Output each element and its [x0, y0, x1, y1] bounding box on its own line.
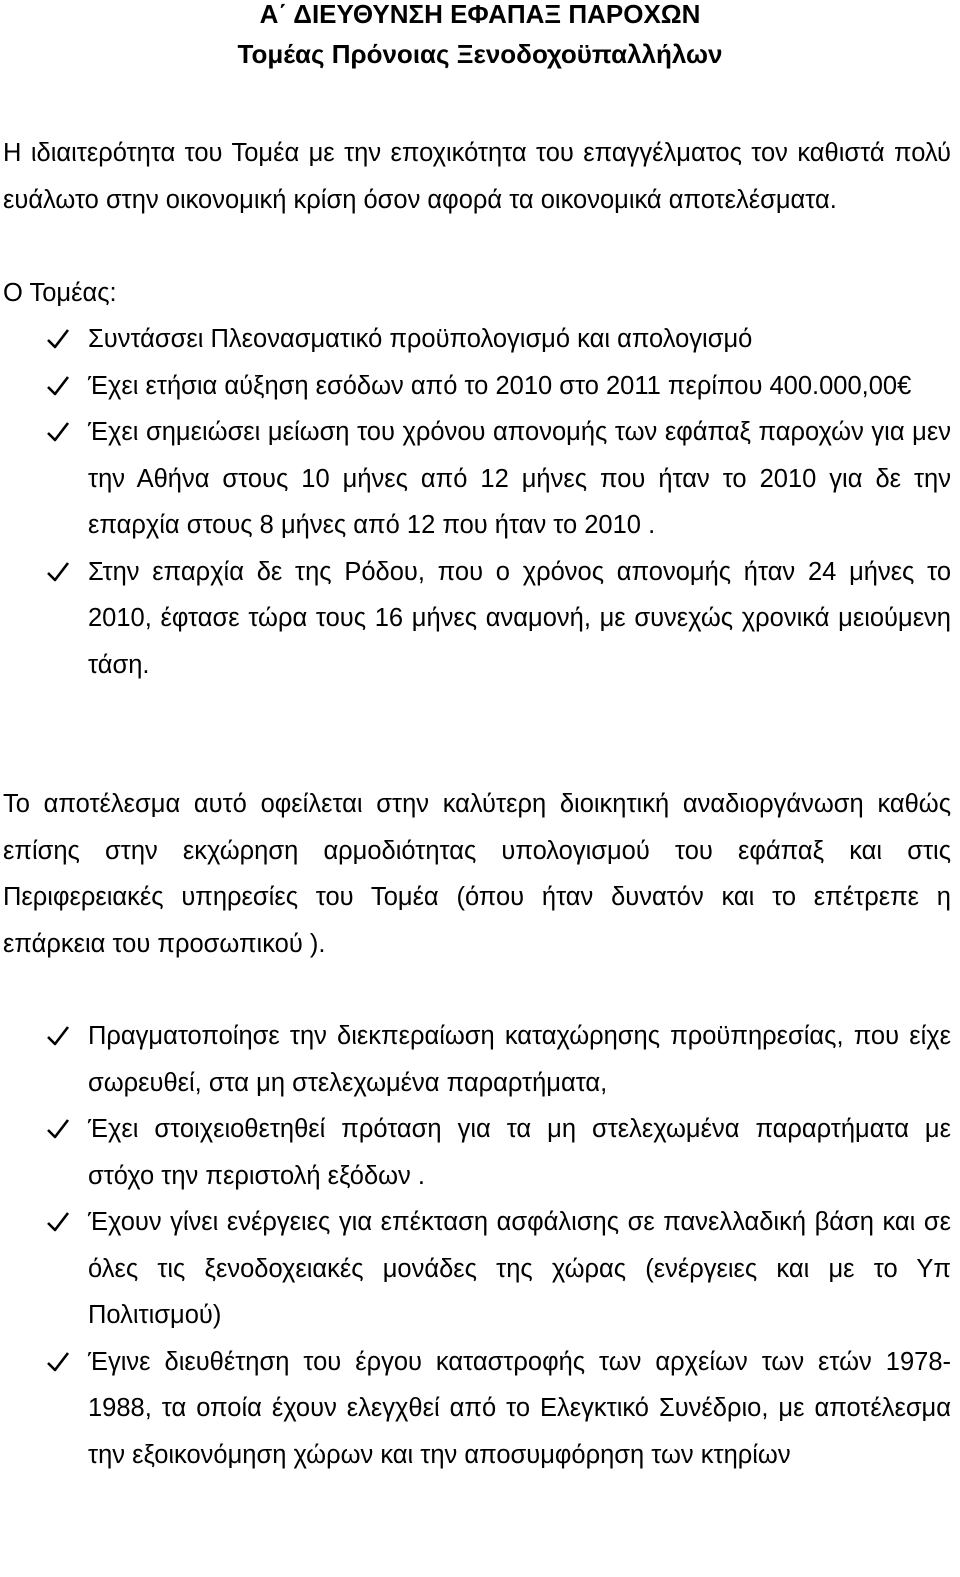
checkmark-icon: [44, 1106, 72, 1152]
checklist-item: [0, 363, 951, 410]
achievements-checklist: [0, 316, 951, 688]
checklist-item-text: Έχουν γίνει ενέργειες για επέκταση ασφάλισης σε πανελλαδική βάση και σε όλες τις ξενοδοχειακές μονάδες της χώρας (ενέργειες και με το Υπ Πολιτισμού): [88, 1208, 951, 1329]
sector-label: Ο Τομέας:: [3, 279, 117, 307]
checkmark-icon: [44, 1199, 72, 1245]
checkmark-icon: [44, 1339, 72, 1385]
checklist-item-text: Έγινε διευθέτηση του έργου καταστροφής των αρχείων των ετών 1978-1988, τα οποία έχουν ελεγχθεί από το Ελεγκτικό Συνέδριο, με αποτέλεσμα την εξοικονόμηση χώρων και την αποσυμφόρηση των κτηρίων: [88, 1347, 951, 1469]
checkmark-icon: [44, 1013, 72, 1059]
explanation-paragraph: Το αποτέλεσμα αυτό οφείλεται στην καλύτερη διοικητική αναδιοργάνωση καθώς επίσης στην εκχώρηση αρμοδιότητας υπολογισμού του εφάπαξ και στις Περιφερειακές υπηρεσίες του Τομέα (όπου ήταν δυνατόν και το επέτρεπε η επάρκεια του προσωπικού ).: [3, 790, 951, 958]
checklist-item: [0, 316, 951, 363]
sector-title: Τομέας Πρόνοιας Ξενοδοχοϋπαλλήλων: [237, 39, 723, 69]
checklist-item: [0, 409, 951, 549]
checklist-item-text: Έχει ετήσια αύξηση εσόδων από το 2010 στο 2011 περίπου 400.000,00€: [88, 371, 912, 400]
checklist-item-text: Έχει σημειώσει μείωση του χρόνου απονομής των εφάπαξ παροχών για μεν την Αθήνα στους 10 μήνες από 12 μήνες που ήταν το 2010 για δε την επαρχία στους 8 μήνες από 12 που ήταν το 2010 .: [88, 418, 951, 539]
checklist-item: [0, 1013, 951, 1106]
checkmark-icon: [44, 409, 72, 455]
checklist-item-text: Έχει στοιχειοθετηθεί πρόταση για τα μη στελεχωμένα παραρτήματα με στόχο την περιστολή εξόδων .: [88, 1115, 951, 1190]
checklist-item: [0, 549, 951, 689]
checklist-item: [0, 1199, 951, 1339]
checklist-item: [0, 1106, 951, 1199]
checklist-item: [0, 1339, 951, 1479]
intro-paragraph: Η ιδιαιτερότητα του Τομέα με την εποχικότητα του επαγγέλματος τον καθιστά πολύ ευάλωτο στην οικονομική κρίση όσον αφορά τα οικονομικά αποτελέσματα.: [3, 139, 951, 214]
checkmark-icon: [44, 549, 72, 595]
actions-checklist: [0, 1013, 951, 1478]
checklist-item-text: Πραγματοποίησε την διεκπεραίωση καταχώρησης προϋπηρεσίας, που είχε σωρευθεί, στα μη στελεχωμένα παραρτήματα,: [88, 1022, 951, 1097]
directorate-title: Α΄ ΔΙΕΥΘΥΝΣΗ ΕΦΑΠΑΞ ΠΑΡΟΧΩΝ: [259, 0, 701, 29]
checkmark-icon: [44, 316, 72, 362]
checklist-item-text: Στην επαρχία δε της Ρόδου, που ο χρόνος απονομής ήταν 24 μήνες το 2010, έφτασε τώρα τους 16 μήνες αναμονή, με συνεχώς χρονικά μειούμενη τάση.: [88, 557, 951, 679]
checkmark-icon: [44, 363, 72, 409]
checklist-item-text: Συντάσσει Πλεονασματικό προϋπολογισμό και απολογισμό: [88, 325, 753, 353]
